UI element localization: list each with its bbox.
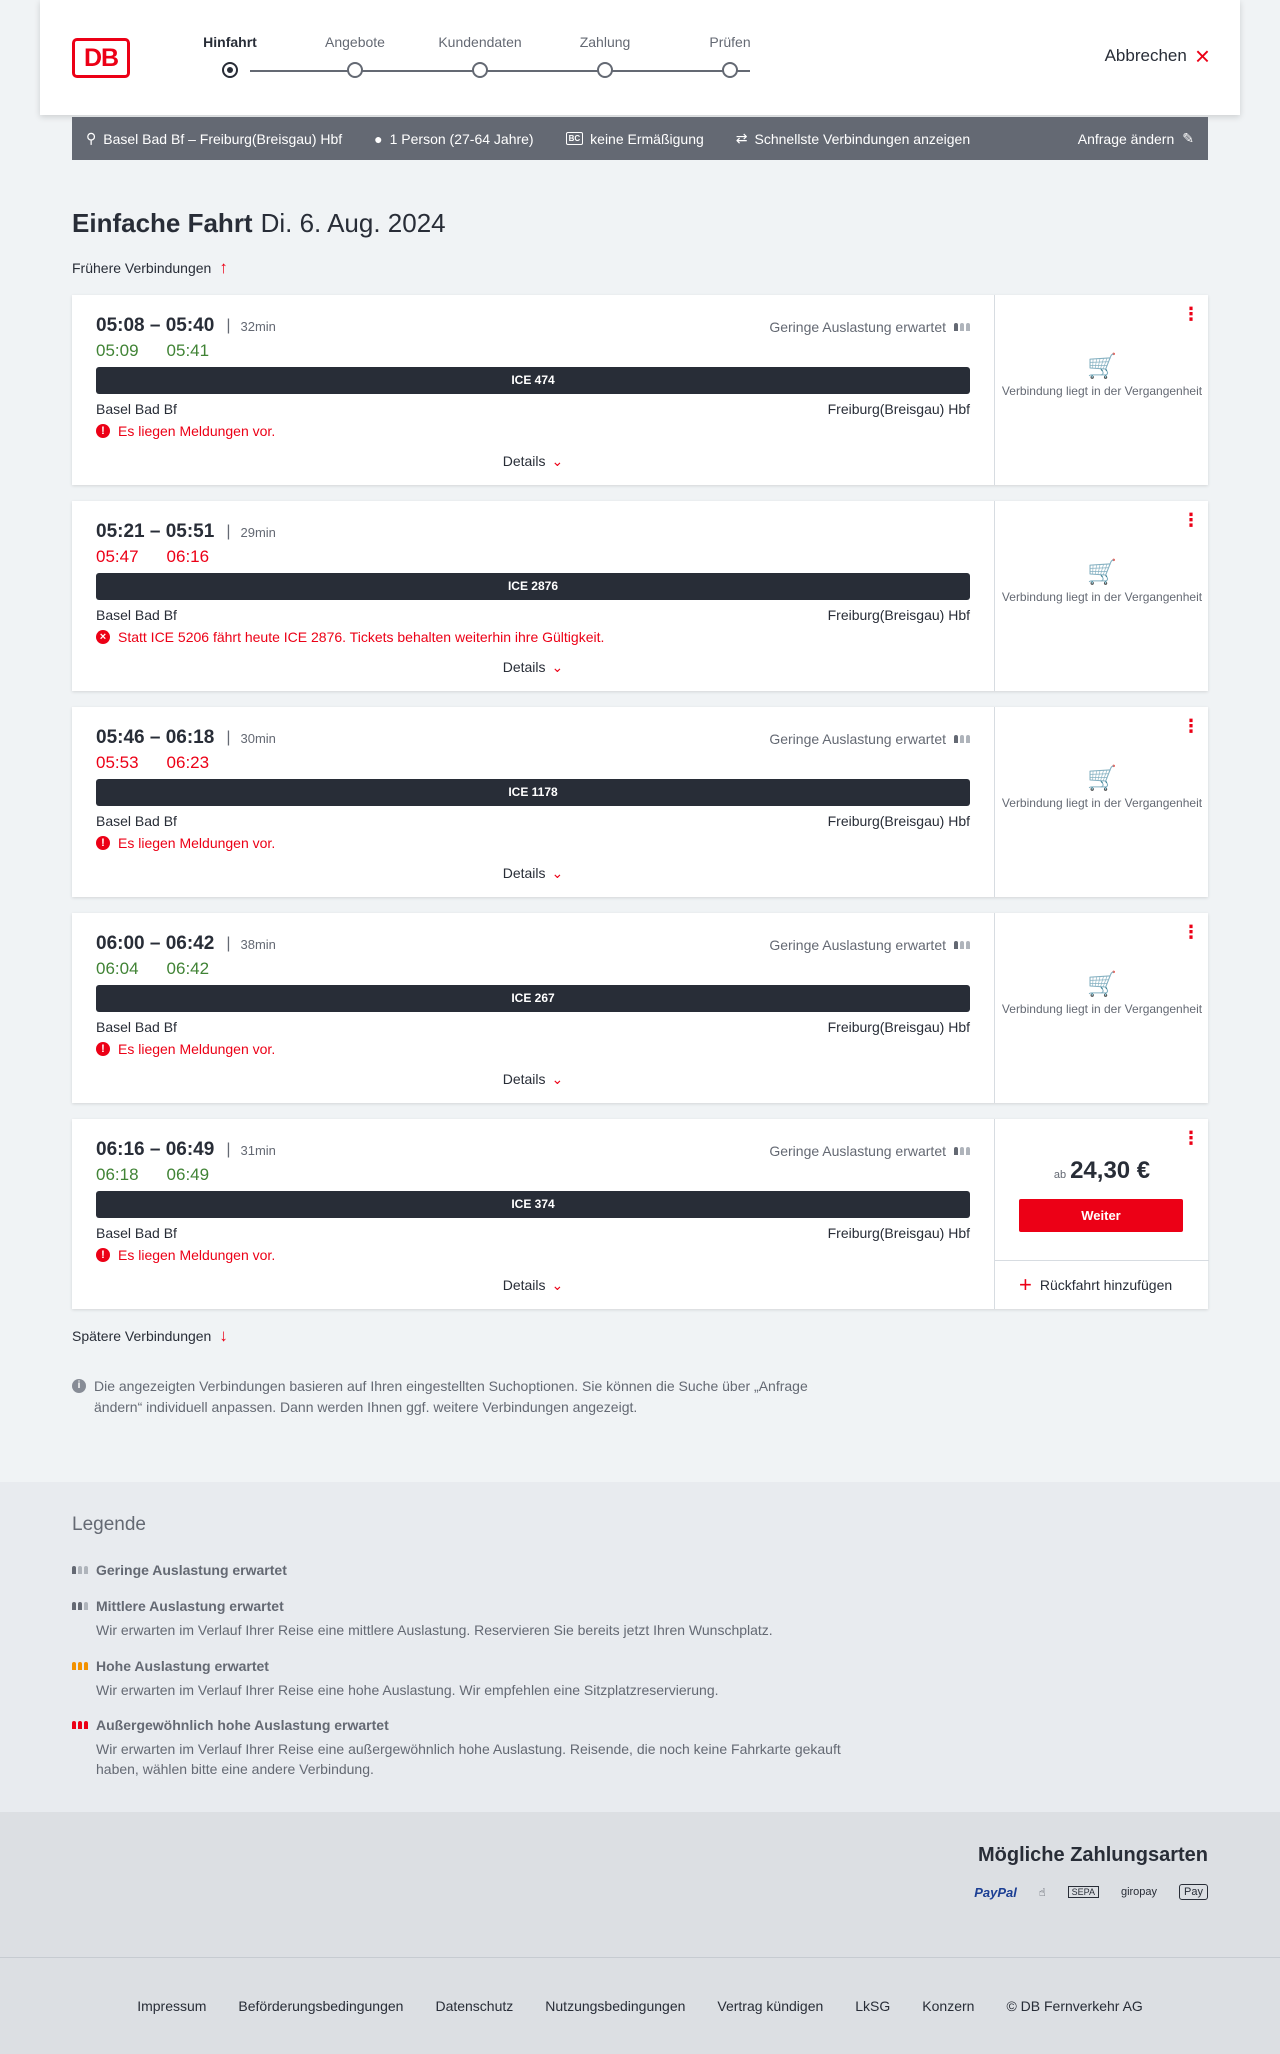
train-bar[interactable]: ICE 474 [96, 367, 970, 394]
step-dot [222, 62, 238, 78]
duration: 29min [240, 524, 276, 540]
route-summary: ⚲ Basel Bad Bf – Freiburg(Breisgau) Hbf [86, 130, 343, 147]
occupancy-low-icon [954, 735, 970, 743]
connection-card [72, 707, 1208, 897]
step-zahlung[interactable]: Zahlung [545, 34, 665, 56]
footer-link-lksg[interactable]: LkSG [855, 1998, 891, 2014]
add-return-trip-button[interactable]: + Rückfahrt hinzufügen [995, 1260, 1209, 1309]
more-options-icon[interactable]: ⋮ [1182, 1128, 1200, 1148]
duration: 38min [240, 936, 276, 952]
footer-link-nutzungsbedingungen[interactable]: Nutzungsbedingungen [545, 1998, 686, 2014]
connection-info: 06:16 – 06:49 | 31min 06:18 06:49 Geringe Auslastung erwartet ICE 374 Basel Bad Bf Freiburg(Breisgau) Hbf ! Es liegen Meldungen vor. Details ⌄ [72, 1119, 994, 1309]
details-toggle[interactable]: Details ⌄ [502, 659, 564, 675]
step-dot [597, 62, 613, 78]
close-icon: × [1194, 41, 1210, 71]
step-hinfahrt[interactable]: Hinfahrt [170, 34, 290, 56]
error-icon: × [96, 630, 110, 644]
footer [0, 1957, 1280, 2054]
cart-unavailable-icon: 🛒 [1087, 559, 1117, 586]
page-title: Einfache Fahrt Di. 6. Aug. 2024 [72, 208, 446, 238]
connection-info: 06:00 – 06:42 | 38min 06:04 06:42 Geringe Auslastung erwartet ICE 267 Basel Bad Bf Freiburg(Breisgau) Hbf ! Es liegen Meldungen vor. Details ⌄ [72, 913, 994, 1103]
chevron-down-icon: ⌄ [551, 659, 564, 675]
occupancy-indicator: Geringe Auslastung erwartet [769, 1143, 970, 1159]
arrival-station: Freiburg(Breisgau) Hbf [827, 1225, 970, 1241]
more-options-icon[interactable]: ⋮ [1182, 922, 1200, 942]
notice-message: ! Es liegen Meldungen vor. [96, 835, 275, 851]
train-bar[interactable]: ICE 1178 [96, 779, 970, 806]
step-pruefen[interactable]: Prüfen [670, 34, 790, 56]
scheduled-times: 06:16 – 06:49 [96, 1139, 215, 1160]
step-angebote[interactable]: Angebote [295, 34, 415, 56]
chevron-down-icon: ⌄ [551, 1071, 564, 1087]
continue-button[interactable]: Weiter [1019, 1199, 1183, 1232]
legend-item: Geringe Auslastung erwartet [72, 1562, 872, 1578]
scheduled-times: 05:21 – 05:51 [96, 521, 215, 542]
offer-panel [994, 913, 1208, 1103]
notice-message: ! Es liegen Meldungen vor. [96, 423, 275, 439]
scheduled-times: 05:08 – 05:40 [96, 315, 215, 336]
legend-item: Hohe Auslastung erwartet Wir erwarten im Verlauf Ihrer Reise eine hohe Auslastung. Wir empfehlen eine Sitzplatzreservierung. [72, 1658, 872, 1700]
step-dot [722, 62, 738, 78]
footer-link-datenschutz[interactable]: Datenschutz [435, 1998, 514, 2014]
realtime-times: 06:04 06:42 [96, 959, 210, 978]
more-options-icon[interactable]: ⋮ [1182, 716, 1200, 736]
header [40, 0, 1240, 115]
duration: 31min [240, 1142, 276, 1158]
realtime-times: 05:53 06:23 [96, 753, 210, 772]
more-options-icon[interactable]: ⋮ [1182, 304, 1200, 324]
footer-copyright: © DB Fernverkehr AG [1006, 1998, 1143, 2014]
earlier-connections-link[interactable]: Frühere Verbindungen ↑ [72, 258, 228, 277]
alert-icon: ! [96, 1248, 110, 1262]
apple-pay-icon: Pay [1179, 1884, 1208, 1900]
plus-icon: + [1019, 1272, 1032, 1297]
passenger-summary: ● 1 Person (27-64 Jahre) [374, 130, 534, 147]
occupancy-low-icon [954, 1147, 970, 1155]
footer-link-vertrag-kuendigen[interactable]: Vertrag kündigen [717, 1998, 824, 2014]
details-toggle[interactable]: Details ⌄ [502, 453, 564, 469]
connection-card [72, 295, 1208, 485]
arrival-station: Freiburg(Breisgau) Hbf [827, 1019, 970, 1035]
past-connection-note: Verbindung liegt in der Vergangenheit [1001, 1002, 1203, 1016]
past-connection-note: Verbindung liegt in der Vergangenheit [1001, 590, 1203, 604]
departure-station: Basel Bad Bf [96, 813, 177, 829]
details-toggle[interactable]: Details ⌄ [502, 865, 564, 881]
departure-station: Basel Bad Bf [96, 607, 177, 623]
connection-info: 05:46 – 06:18 | 30min 05:53 06:23 Geringe Auslastung erwartet ICE 1178 Basel Bad Bf Freiburg(Breisgau) Hbf ! Es liegen Meldungen vor. Details ⌄ [72, 707, 994, 897]
request-summary-bar [72, 117, 1208, 160]
occupancy-low-icon [954, 323, 970, 331]
step-kundendaten[interactable]: Kundendaten [420, 34, 540, 56]
offer-panel [994, 707, 1208, 897]
duration: 32min [240, 318, 276, 334]
notice-message: ! Es liegen Meldungen vor. [96, 1041, 275, 1057]
chevron-down-icon: ⌄ [551, 865, 564, 881]
chevron-down-icon: ⌄ [551, 453, 564, 469]
legend-item: Außergewöhnlich hohe Auslastung erwartet Wir erwarten im Verlauf Ihrer Reise eine außergewöhnlich hohe Auslastung. Reisende, die noch keine Fahrkarte gekauft haben, wählen bitte eine andere Verbindung. [72, 1717, 872, 1779]
step-dot [347, 62, 363, 78]
cancel-button[interactable]: Abbrechen × [1104, 41, 1210, 71]
payment-methods-section [0, 1812, 1280, 1957]
fastest-connections-option: ⇄ Schnellste Verbindungen anzeigen [735, 130, 971, 147]
offer-panel [994, 501, 1208, 691]
price: ab 24,30 € [1053, 1157, 1151, 1184]
connection-card [72, 501, 1208, 691]
cart-unavailable-icon: 🛒 [1087, 971, 1117, 998]
footer-link-impressum[interactable]: Impressum [137, 1998, 207, 2014]
alert-icon: ! [96, 1042, 110, 1056]
arrow-down-icon: ↓ [219, 1326, 228, 1345]
footer-link-konzern[interactable]: Konzern [922, 1998, 975, 2014]
notice-message: ! Es liegen Meldungen vor. [96, 1247, 275, 1263]
legend-item: Mittlere Auslastung erwartet Wir erwarten im Verlauf Ihrer Reise eine mittlere Auslastung. Reservieren Sie bereits jetzt Ihren Wunschplatz. [72, 1598, 872, 1640]
stepper-line [250, 70, 750, 72]
legend-section [0, 1482, 1280, 1812]
duration: 30min [240, 730, 276, 746]
progress-stepper [203, 34, 770, 94]
occupancy-indicator: Geringe Auslastung erwartet [769, 937, 970, 953]
realtime-times: 05:09 05:41 [96, 341, 210, 360]
occupancy-indicator: Geringe Auslastung erwartet [769, 731, 970, 747]
arrow-up-icon: ↑ [219, 258, 228, 277]
departure-station: Basel Bad Bf [96, 1225, 177, 1241]
bahncard-icon: BC [566, 132, 584, 145]
cart-unavailable-icon: 🛒 [1087, 353, 1117, 380]
connection-info: 05:21 – 05:51 | 29min 05:47 06:16 ICE 2876 Basel Bad Bf Freiburg(Breisgau) Hbf × Statt ICE 5206 fährt heute ICE 2876. Tickets behalten weiterhin ihre Gültigkeit. Details ⌄ [72, 501, 994, 691]
location-pin-icon: ⚲ [86, 130, 97, 146]
arrival-station: Freiburg(Breisgau) Hbf [827, 607, 970, 623]
pencil-icon: ✎ [1182, 130, 1194, 146]
later-connections-link[interactable]: Spätere Verbindungen ↓ [72, 1326, 228, 1345]
departure-station: Basel Bad Bf [96, 1019, 177, 1035]
occupancy-high-icon [72, 1662, 88, 1670]
paypal-icon: PayPal [974, 1884, 1017, 1900]
discount-summary: BC keine Ermäßigung [566, 131, 704, 147]
past-connection-note: Verbindung liegt in der Vergangenheit [1001, 384, 1203, 398]
alert-icon: ! [96, 836, 110, 850]
credit-card-icon: ☝ [1038, 1886, 1046, 1899]
chevron-down-icon: ⌄ [551, 1277, 564, 1293]
legend-title: Legende [72, 1514, 146, 1535]
arrival-station: Freiburg(Breisgau) Hbf [827, 813, 970, 829]
details-toggle[interactable]: Details ⌄ [502, 1277, 564, 1293]
realtime-times: 06:18 06:49 [96, 1165, 210, 1184]
db-logo[interactable]: DB [72, 38, 130, 78]
connection-info: 05:08 – 05:40 | 32min 05:09 05:41 Geringe Auslastung erwartet ICE 474 Basel Bad Bf Freiburg(Breisgau) Hbf ! Es liegen Meldungen vor. Details ⌄ [72, 295, 994, 485]
scheduled-times: 05:46 – 06:18 [96, 727, 215, 748]
edit-request-button[interactable]: Anfrage ändern ✎ [1077, 130, 1194, 147]
person-icon: ● [374, 130, 383, 147]
swap-arrows-icon: ⇄ [735, 130, 748, 146]
giropay-icon: giropay [1120, 1886, 1158, 1898]
connection-card [72, 1119, 1208, 1309]
step-dot [472, 62, 488, 78]
payment-title: Mögliche Zahlungsarten [977, 1844, 1208, 1866]
details-toggle[interactable]: Details ⌄ [502, 1071, 564, 1087]
notice-message: × Statt ICE 5206 fährt heute ICE 2876. Tickets behalten weiterhin ihre Gültigkeit. [96, 629, 604, 645]
sepa-icon: SEPA [1068, 1886, 1099, 1898]
occupancy-medium-icon [72, 1602, 88, 1610]
arrival-station: Freiburg(Breisgau) Hbf [827, 401, 970, 417]
alert-icon: ! [96, 424, 110, 438]
past-connection-note: Verbindung liegt in der Vergangenheit [1001, 796, 1203, 810]
cart-unavailable-icon: 🛒 [1087, 765, 1117, 792]
occupancy-indicator: Geringe Auslastung erwartet [769, 319, 970, 335]
departure-station: Basel Bad Bf [96, 401, 177, 417]
info-icon: i [72, 1379, 86, 1393]
footer-link-befoerderungsbedingungen[interactable]: Beförderungsbedingungen [238, 1998, 404, 2014]
realtime-times: 05:47 06:16 [96, 547, 210, 566]
occupancy-low-icon [72, 1566, 88, 1574]
train-bar[interactable]: ICE 374 [96, 1191, 970, 1218]
scheduled-times: 06:00 – 06:42 [96, 933, 215, 954]
occupancy-exceptional-icon [72, 1721, 88, 1729]
offer-panel [994, 295, 1208, 485]
train-bar[interactable]: ICE 2876 [96, 573, 970, 600]
offer-panel [994, 1119, 1208, 1309]
occupancy-low-icon [954, 941, 970, 949]
train-bar[interactable]: ICE 267 [96, 985, 970, 1012]
connection-card [72, 913, 1208, 1103]
travel-date: Di. 6. Aug. 2024 [260, 208, 446, 238]
more-options-icon[interactable]: ⋮ [1182, 510, 1200, 530]
search-info-note: i Die angezeigten Verbindungen basieren auf Ihren eingestellten Suchoptionen. Sie können die Suche über „Anfrage ändern“ individuell anpassen. Dann werden Ihnen ggf. weitere Verbindungen angezeigt. [72, 1376, 852, 1418]
